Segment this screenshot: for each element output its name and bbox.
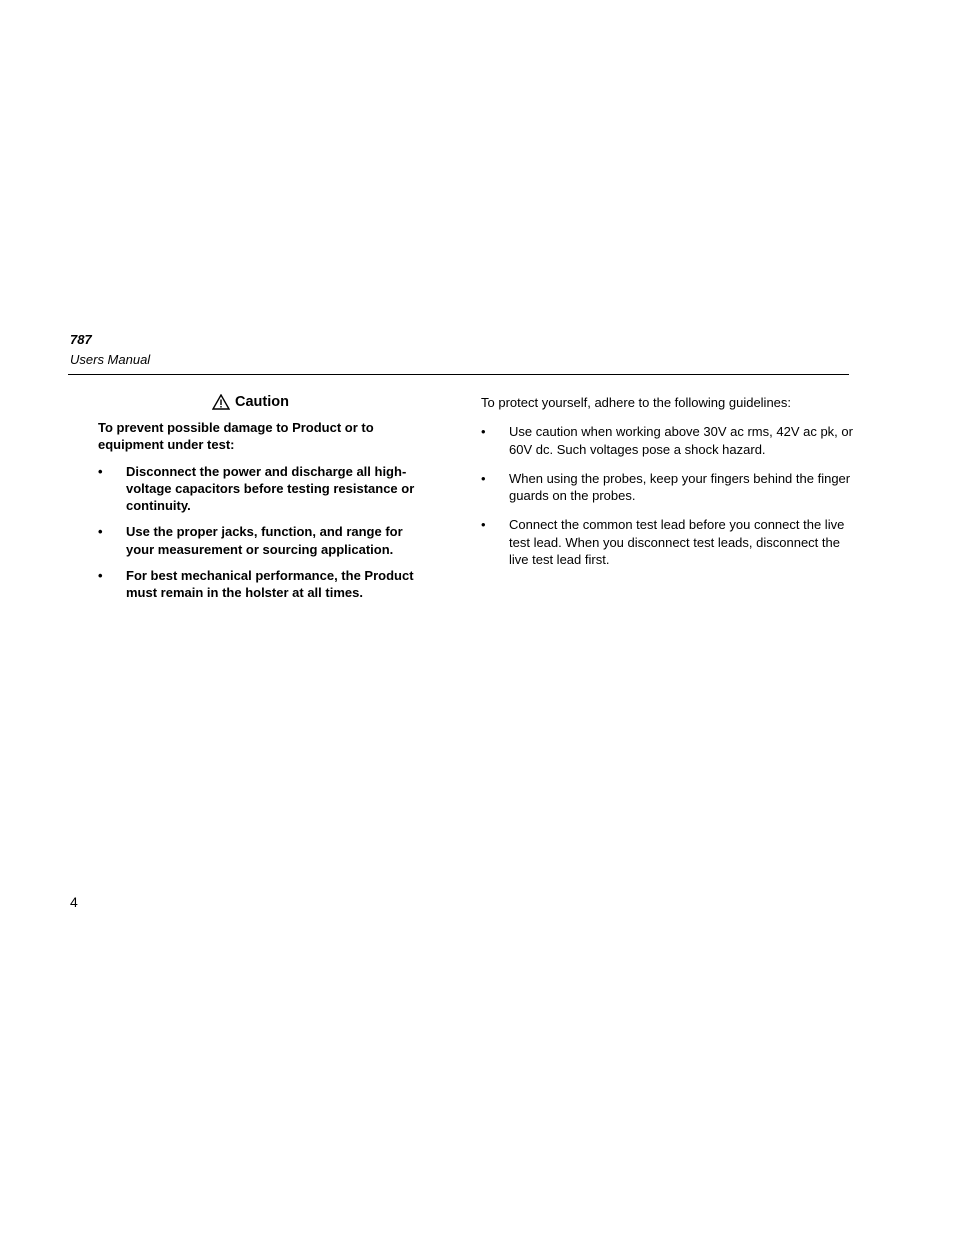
guideline-item-text: Use caution when working above 30V ac rms, 42V ac pk, or 60V dc. Such voltages pose a shock hazard. bbox=[509, 424, 853, 457]
guideline-list-item bbox=[481, 470, 853, 505]
guidelines-intro: To protect yourself, adhere to the following guidelines: bbox=[481, 395, 792, 410]
header-model-number: 787 bbox=[70, 332, 92, 347]
caution-heading-label: Caution bbox=[235, 394, 289, 410]
bullet-icon: • bbox=[481, 424, 486, 440]
guideline-item-text: Connect the common test lead before you connect the live test lead. When you disconnect test leads, disconnect the live test lead first. bbox=[509, 517, 845, 568]
caution-list bbox=[98, 463, 418, 602]
caution-item-text: For best mechanical performance, the Product must remain in the holster at all times. bbox=[126, 568, 414, 601]
guideline-item-text: When using the probes, keep your fingers behind the finger guards on the probes. bbox=[509, 470, 851, 504]
bullet-icon: • bbox=[98, 524, 103, 540]
caution-item-text: Use the proper jacks, function, and range for your measurement or sourcing application. bbox=[126, 524, 403, 557]
header-divider bbox=[68, 374, 849, 375]
caution-item-text: Disconnect the power and discharge all high-voltage capacitors before testing resistance or continuity. bbox=[126, 463, 415, 514]
guidelines-block bbox=[481, 394, 853, 580]
bullet-icon: • bbox=[98, 568, 103, 584]
caution-list-item bbox=[98, 523, 418, 558]
page-number: 4 bbox=[70, 894, 78, 910]
guideline-list-item bbox=[481, 423, 853, 458]
guidelines-list bbox=[481, 423, 853, 568]
caution-heading bbox=[212, 393, 289, 411]
header-manual-title: Users Manual bbox=[70, 352, 151, 367]
warning-triangle-icon bbox=[212, 394, 230, 410]
caution-list-item bbox=[98, 463, 418, 515]
bullet-icon: • bbox=[481, 517, 486, 533]
caution-block bbox=[98, 419, 418, 611]
bullet-icon: • bbox=[481, 470, 486, 486]
guideline-list-item bbox=[481, 516, 853, 568]
bullet-icon: • bbox=[98, 463, 103, 479]
caution-list-item bbox=[98, 567, 418, 602]
caution-intro: To prevent possible damage to Product or to equipment under test: bbox=[98, 420, 374, 453]
